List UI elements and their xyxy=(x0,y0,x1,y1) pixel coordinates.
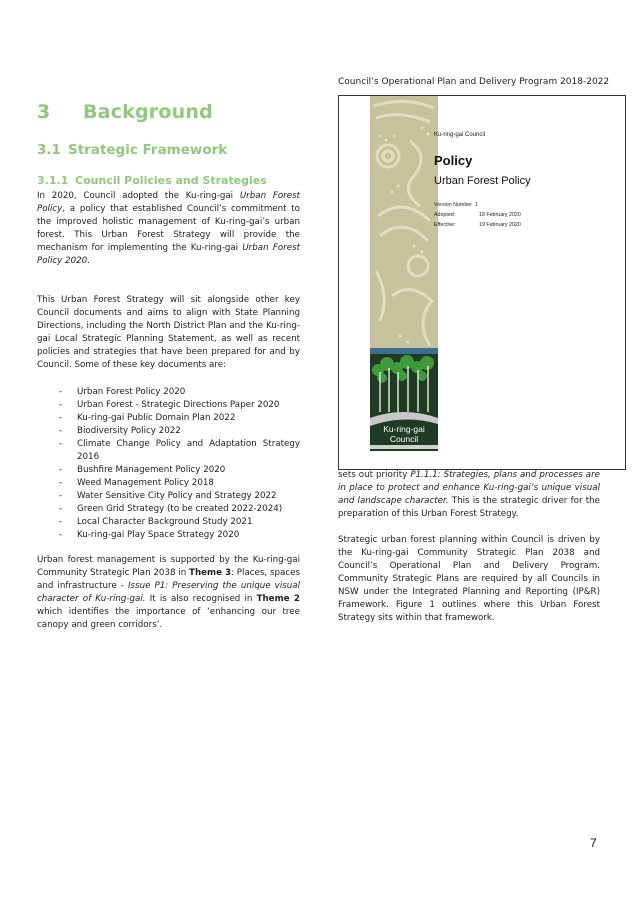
theme-3-label: Theme 3 xyxy=(189,568,232,578)
text-run-italic: Issue P1: Preserving the unique visual character of Ku-ring-gai. xyxy=(37,581,301,604)
running-header: Council’s Operational Plan and Delivery Program 2018-2022 xyxy=(338,77,610,87)
list-item xyxy=(37,438,300,464)
paragraph-priority xyxy=(338,469,600,521)
list-bullet: - xyxy=(59,504,63,514)
list-item xyxy=(37,464,300,477)
list-item-text: Urban Forest - Strategic Directions Paper 2020 xyxy=(77,400,280,410)
text-run-italic: Urban Forest Policy xyxy=(37,191,300,214)
text-run-italic: P1.1.1: Strategies, plans and processes are in place to protect and enhance Ku-ring-gai’s unique visual and landscape character. xyxy=(338,470,600,506)
list-item-text: Local Character Background Study 2021 xyxy=(77,517,253,527)
list-item-text: Water Sensitive City Policy and Strategy 2022 xyxy=(77,491,277,501)
list-item xyxy=(37,412,300,425)
text-run: It is also recognised in xyxy=(145,594,257,604)
subsubsection-number: 3.1.1 xyxy=(37,174,69,187)
list-item-text: Ku-ring-gai Play Space Strategy 2020 xyxy=(77,530,240,540)
list-item xyxy=(37,386,300,399)
logo-tagline-bar xyxy=(370,445,438,449)
text-run: which identifies the importance of ‘enhancing our tree canopy and green corridors’. xyxy=(37,607,300,630)
list-bullet: - xyxy=(59,530,63,540)
list-item-text: Green Grid Strategy (to be created 2022-2024) xyxy=(77,504,283,514)
subsection-title: Strategic Framework xyxy=(68,142,228,158)
pattern-art xyxy=(370,96,438,356)
list-item-text: Climate Change Policy and Adaptation Strategy 2016 xyxy=(77,439,300,462)
subsubsection-heading xyxy=(37,174,267,187)
cover-version xyxy=(434,202,478,208)
list-item xyxy=(37,529,300,542)
list-bullet: - xyxy=(59,439,63,449)
list-item-text: Urban Forest Policy 2020 xyxy=(77,387,186,397)
cover-adopted xyxy=(434,212,521,218)
subsection-heading xyxy=(37,142,227,158)
list-bullet: - xyxy=(59,426,63,436)
list-bullet: - xyxy=(59,413,63,423)
cover-organisation: Ku-ring-gai Council xyxy=(434,132,486,138)
list-bullet: - xyxy=(59,400,63,410)
list-bullet: - xyxy=(59,465,63,475)
paragraph-strategic-planning: Strategic urban forest planning within Council is driven by the Ku-ring-gai Community Strategic Plan 2038 and Council’s Operational Plan and Delivery Program. Community Strategic Plans are required by all Councils in NSW under the Integrated Planning and Reporting (IP&R) Framework. Figure 1 outlines where this Urban Forest Strategy sits within that framework. xyxy=(338,535,600,623)
text-run: : Places, spaces and infrastructure - xyxy=(37,568,300,591)
section-title: Background xyxy=(83,101,213,123)
paragraph-key-documents-intro: This Urban Forest Strategy will sit alongside other key Council documents and aims to align with State Planning Directions, including the North District Plan and the Ku-ring-gai Local Strategic Planning Statement, as well as recent policies and strategies that have been prepared for and by Council. Some of these key documents are: xyxy=(37,295,300,370)
logo-line-2: Council xyxy=(389,434,419,444)
cover-doc-title: Urban Forest Policy xyxy=(434,175,531,187)
list-item-text: Biodiversity Policy 2022 xyxy=(77,426,181,436)
key-documents-list xyxy=(37,386,300,542)
cover-doc-type: Policy xyxy=(434,153,473,168)
text-run: sets out priority xyxy=(338,470,411,480)
meta-value: 18 February 2020 xyxy=(479,212,521,218)
list-bullet: - xyxy=(59,478,63,488)
section-heading xyxy=(37,101,213,123)
list-bullet: - xyxy=(59,387,63,397)
paragraph-csp-themes xyxy=(37,554,300,632)
list-item xyxy=(37,503,300,516)
list-item-text: Ku-ring-gai Public Domain Plan 2022 xyxy=(77,413,236,423)
text-run: Urban forest management is supported by the Ku-ring-gai Community Strategic Plan 2038 in xyxy=(37,555,300,578)
meta-label: Version Number xyxy=(434,202,472,208)
text-run: . xyxy=(87,256,90,266)
urban-forest-policy-cover xyxy=(338,95,626,470)
text-run-italic: Urban Forest Policy 2020 xyxy=(37,243,301,266)
subsubsection-title: Council Policies and Strategies xyxy=(75,174,267,187)
paragraph-policy-intro xyxy=(37,190,300,268)
list-item xyxy=(37,425,300,438)
cover-effective xyxy=(434,222,521,228)
list-item-text: Weed Management Policy 2018 xyxy=(77,478,214,488)
list-bullet: - xyxy=(59,491,63,501)
list-item xyxy=(37,490,300,503)
section-number: 3 xyxy=(37,101,51,123)
meta-value: 19 February 2020 xyxy=(479,222,521,228)
meta-label: Effective: xyxy=(434,222,456,228)
meta-label: Adopted: xyxy=(434,212,456,218)
text-run: , a policy that established Council’s commitment to the improved holistic management of Ku-ring-gai’s urban forest. This Urban Forest Strategy will provide the mechanism for implementing the Ku-ring-gai xyxy=(37,204,300,253)
logo-line-1: Ku-ring-gai xyxy=(383,424,425,434)
text-run: In 2020, Council adopted the Ku-ring-gai xyxy=(37,191,240,201)
page-number: 7 xyxy=(590,836,597,850)
subsection-number: 3.1 xyxy=(37,142,61,158)
text-run: This is the strategic driver for the preparation of this Urban Forest Strategy. xyxy=(338,496,600,519)
list-item xyxy=(37,516,300,529)
list-item-text: Bushfire Management Policy 2020 xyxy=(77,465,226,475)
list-item xyxy=(37,399,300,412)
list-item xyxy=(37,477,300,490)
list-bullet: - xyxy=(59,517,63,527)
meta-value: 1 xyxy=(474,202,478,208)
theme-2-label: Theme 2 xyxy=(256,594,300,604)
